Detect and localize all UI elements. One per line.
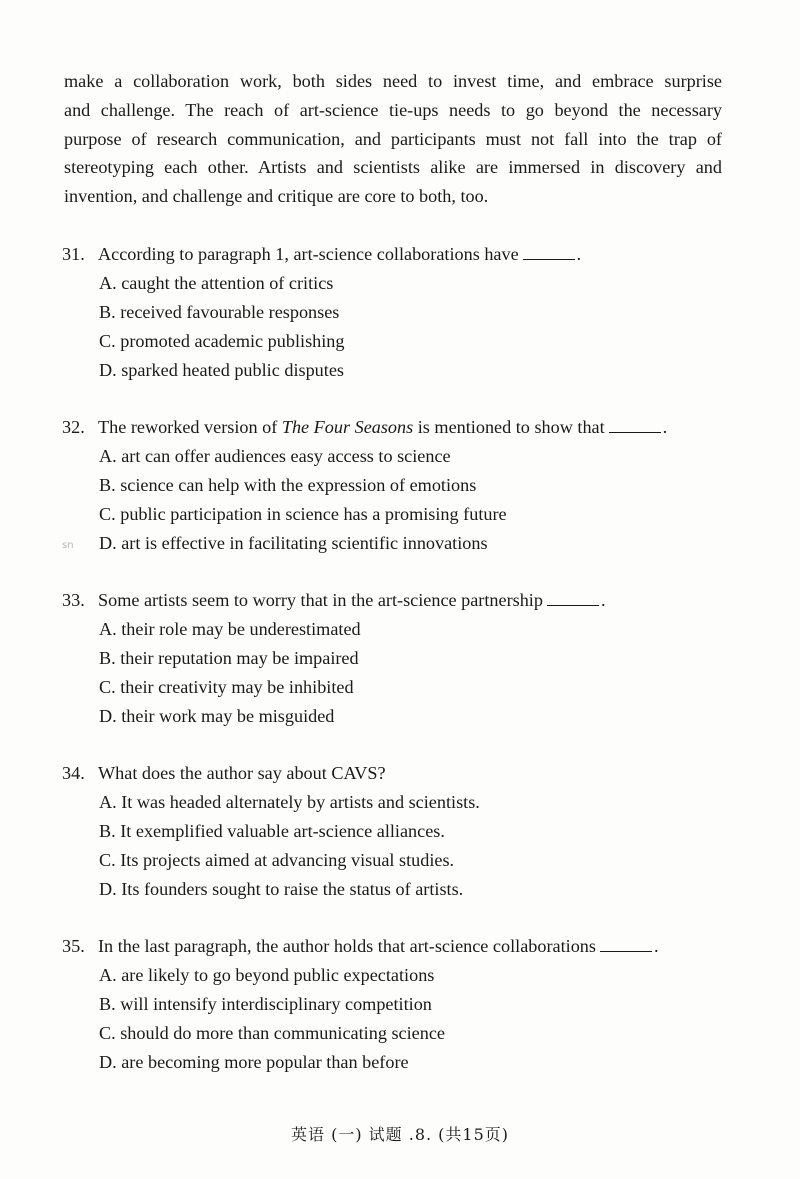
option-d: D. their work may be misguided xyxy=(99,705,335,726)
option-c: C. Its projects aimed at advancing visual studies. xyxy=(99,849,455,870)
question-number: 31. xyxy=(62,244,85,264)
answer-blank xyxy=(600,937,652,952)
question-33 xyxy=(62,586,732,731)
question-number: 35. xyxy=(62,936,85,956)
page-footer: 英语 (一) 试题 .8. (共15页) xyxy=(290,1125,510,1144)
option-a: A. are likely to go beyond public expectations xyxy=(99,964,435,985)
option-c: C. should do more than communicating science xyxy=(99,1022,445,1043)
question-stem: 33. Some artists seem to worry that in the art-science partnership . xyxy=(62,586,732,615)
question-number: 32. xyxy=(62,417,85,437)
stem-text-after: is mentioned to show that xyxy=(413,417,605,437)
question-stem: 31. According to paragraph 1, art-science collaborations have . xyxy=(62,240,732,269)
answer-blank xyxy=(547,591,599,606)
option-b: B. It exemplified valuable art-science alliances. xyxy=(99,820,445,841)
option-c: C. public participation in science has a promising future xyxy=(99,503,507,524)
option-a: A. It was headed alternately by artists and scientists. xyxy=(99,791,480,812)
option-d: D. are becoming more popular than before xyxy=(99,1051,409,1072)
question-stem: 35. In the last paragraph, the author holds that art-science collaborations . xyxy=(62,932,732,961)
option-a: A. caught the attention of critics xyxy=(99,272,334,293)
option-a: A. their role may be underestimated xyxy=(99,618,361,639)
stem-text: What does the author say about CAVS? xyxy=(98,763,386,783)
question-number: 33. xyxy=(62,590,85,610)
option-b: B. will intensify interdisciplinary competition xyxy=(99,993,432,1014)
stem-text: Some artists seem to worry that in the art-science partnership xyxy=(98,590,543,610)
reading-passage xyxy=(64,67,722,211)
question-stem: 32. The reworked version of The Four Seasons is mentioned to show that . xyxy=(62,413,732,442)
scan-smudge: sn xyxy=(62,540,74,551)
passage-line: invention, and challenge and critique are core to both, too. xyxy=(64,186,489,207)
passage-line: and challenge. The reach of art-science tie-ups needs to go beyond the necessary xyxy=(64,99,722,120)
stem-text: In the last paragraph, the author holds that art-science collaborations xyxy=(98,936,596,956)
option-d: D. sparked heated public disputes xyxy=(99,359,344,380)
option-b: B. science can help with the expression of emotions xyxy=(99,474,477,495)
question-31 xyxy=(62,240,732,385)
option-a: A. art can offer audiences easy access to science xyxy=(99,445,451,466)
stem-italic-title: The Four Seasons xyxy=(281,417,414,437)
passage-line: make a collaboration work, both sides need to invest time, and embrace surprise xyxy=(64,71,722,91)
option-b: B. received favourable responses xyxy=(99,301,340,322)
option-c: C. their creativity may be inhibited xyxy=(99,676,354,697)
passage-line: stereotyping each other. Artists and scientists alike are immersed in discovery and xyxy=(64,157,722,178)
stem-text: The reworked version of xyxy=(98,417,282,437)
answer-blank xyxy=(609,418,661,433)
question-32 xyxy=(62,413,732,558)
question-number: 34. xyxy=(62,763,85,783)
question-35 xyxy=(62,932,732,1077)
option-d: D. Its founders sought to raise the status of artists. xyxy=(99,878,464,899)
question-stem xyxy=(62,759,732,788)
answer-blank xyxy=(523,245,575,260)
passage-line: purpose of research communication, and participants must not fall into the trap of xyxy=(64,128,722,149)
option-b: B. their reputation may be impaired xyxy=(99,647,359,668)
question-34 xyxy=(62,759,732,904)
option-d: D. art is effective in facilitating scientific innovations xyxy=(99,532,488,553)
option-c: C. promoted academic publishing xyxy=(99,330,345,351)
stem-text: According to paragraph 1, art-science collaborations have xyxy=(98,244,519,264)
